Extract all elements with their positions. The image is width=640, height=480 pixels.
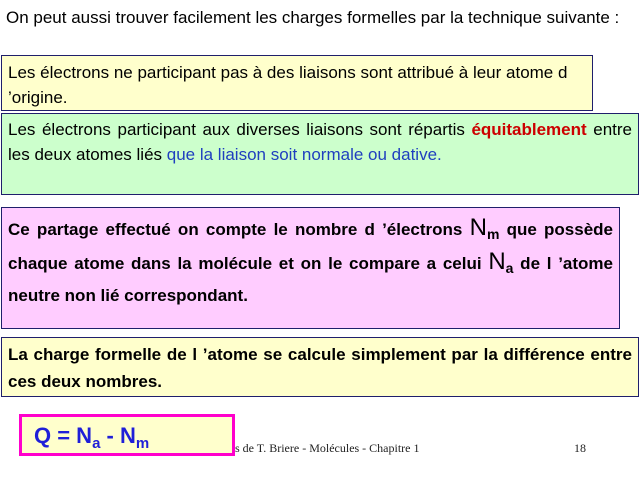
intro-text: On peut aussi trouver facilement les charges formelles par la technique suivante : [6,8,620,27]
formula-sub-m: m [135,435,150,452]
formula-lhs: Q = N [34,423,93,448]
page-number: 18 [574,441,586,455]
rule-bond-electrons [1,113,639,195]
rule-formal-charge [1,337,639,397]
rule-bond-text-2: entre les deux atomes liés [8,120,632,164]
highlight-dative: que la liaison soit normale ou dative. [166,145,442,164]
rule-lone-electrons [1,55,593,111]
rule-bond-text-1: Les électrons participant aux diverses liaisons sont répartis [8,120,472,139]
formula-box [19,414,235,456]
symbol-na: N [488,248,506,275]
formula-op: - N [100,423,136,448]
subscript-a: a [505,260,514,276]
rule-counting-text-2: que possède chaque atome dans la molécule et on le compare a celui [8,220,613,273]
rule-counting [1,207,620,329]
footer-text: s de T. Briere - Molécules - Chapitre 1 [235,441,420,455]
symbol-nm: N [469,214,487,241]
rule-counting-text-3: de l ’atome neutre non lié correspondant. [8,254,614,305]
rule-lone-electrons-text: Les électrons ne participant pas à des liaisons sont attribué à leur atome d ’origine. [8,63,568,107]
rule-counting-text-1: Ce partage effectué on compte le nombre d ’électrons [8,220,470,239]
formula-sub-a: a [92,435,101,452]
emphasis-equitablement: équitablement [471,120,587,139]
rule-formal-charge-text: La charge formelle de l ’atome se calcule simplement par la différence entre ces deux nombres. [8,345,632,391]
subscript-m: m [486,226,500,242]
